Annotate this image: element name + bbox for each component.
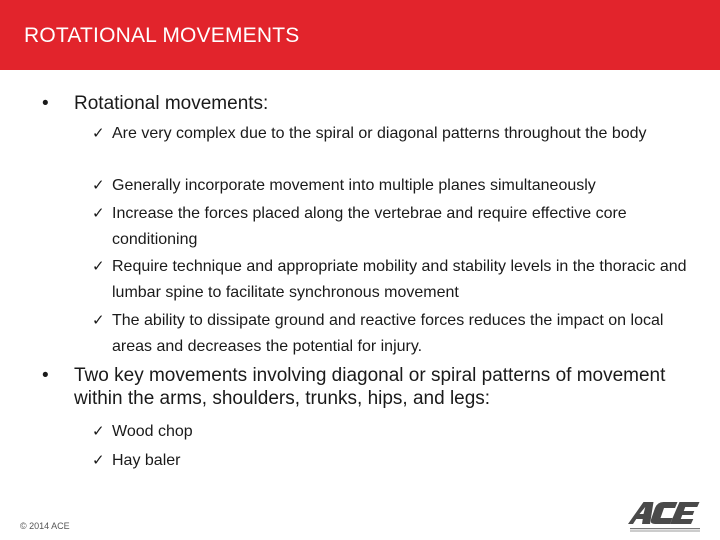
checkmark-icon: ✓ <box>92 452 105 469</box>
checklist-text: Generally incorporate movement into multiple planes simultaneously <box>112 177 596 194</box>
slide-title: ROTATIONAL MOVEMENTS <box>24 24 300 47</box>
copyright-text: © 2014 ACE <box>20 521 70 531</box>
checklist-text: Increase the forces placed along the vertebrae and require effective core conditioning <box>112 205 627 248</box>
checklist-text: The ability to dissipate ground and reactive forces reduces the impact on local areas and decreases the potential for injury. <box>112 312 664 355</box>
checkmark-icon: ✓ <box>92 258 105 275</box>
checkmark-icon: ✓ <box>92 125 105 142</box>
checklist-text: Wood chop <box>112 423 193 440</box>
bullet-marker: • <box>42 365 49 386</box>
checklist-text: Hay baler <box>112 452 181 469</box>
title-bar <box>0 0 720 70</box>
checkmark-icon: ✓ <box>92 423 105 440</box>
checkmark-icon: ✓ <box>92 312 105 329</box>
bullet-text: Rotational movements: <box>74 93 269 114</box>
checklist-text: Are very complex due to the spiral or diagonal patterns throughout the body <box>112 125 647 142</box>
bullet-marker: • <box>42 93 49 114</box>
bullet-text: Two key movements involving diagonal or spiral patterns of movement within the arms, shoulders, trunks, hips, and legs: <box>74 365 666 409</box>
checklist-text: Require technique and appropriate mobility and stability levels in the thoracic and lumbar spine to facilitate synchronous movement <box>112 258 687 301</box>
checkmark-icon: ✓ <box>92 205 105 222</box>
ace-logo-icon <box>620 500 710 539</box>
checkmark-icon: ✓ <box>92 177 105 194</box>
